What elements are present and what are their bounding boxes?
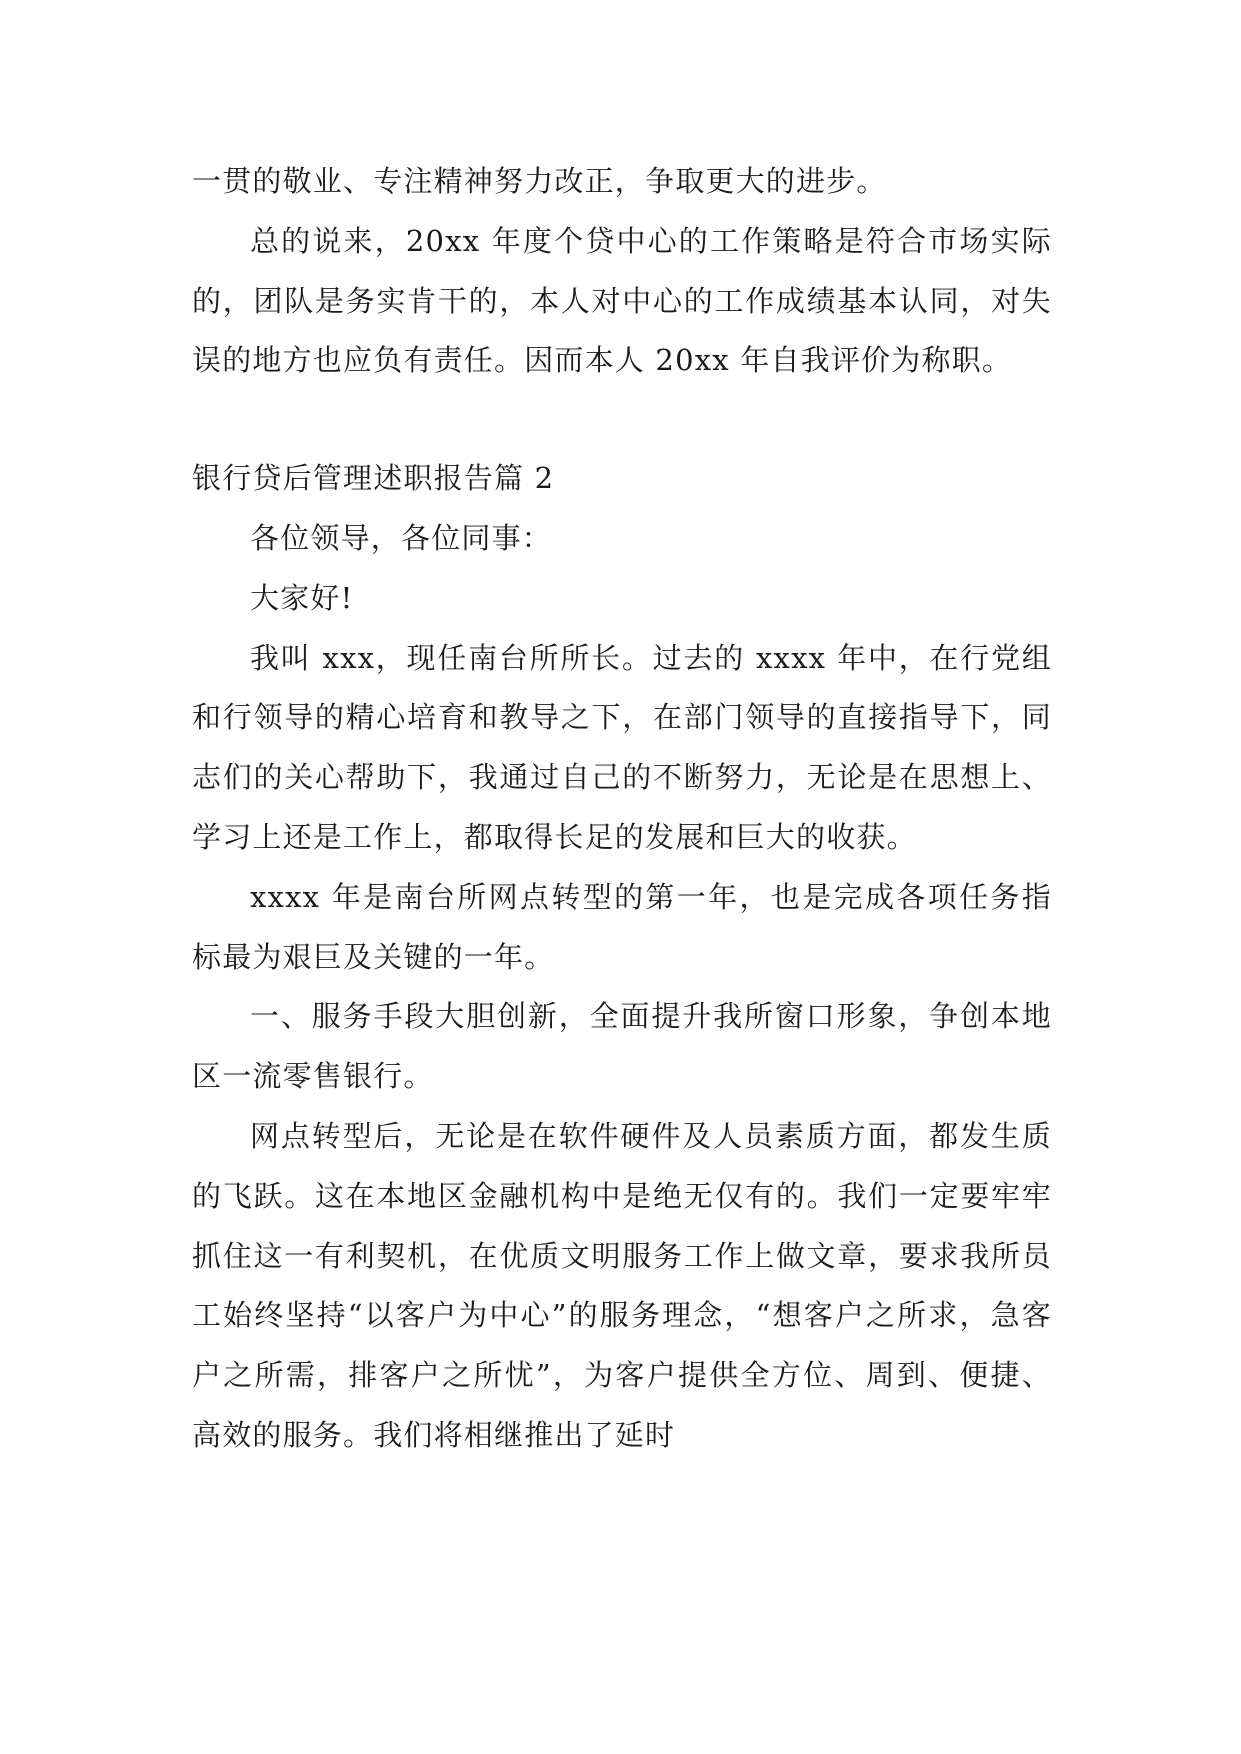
greeting: 大家好! [250, 580, 354, 615]
paragraph-service-details: 网点转型后，无论是在软件硬件及人员素质方面，都发生质的飞跃。这在本地区金融机构中是绝无仅有的。我们一定要牢牢抓住这一有利契机，在优质文明服务工作上做文章，要求我所员工始终坚持“以客户为中心”的服务理念，“想客户之所求，急客户之所需，排客户之所忧”，为客户提供全方位、周到、便捷、高效的服务。我们将相继推出了延时 [192, 1118, 1052, 1452]
paragraph-section-one-heading: 一、服务手段大胆创新，全面提升我所窗口形象，争创本地区一流零售银行。 [192, 999, 1052, 1094]
document-page [192, 152, 1052, 1466]
section-title: 银行贷后管理述职报告篇 2 [192, 461, 555, 496]
paragraph-summary: 总的说来，20xx 年度个贷中心的工作策略是符合市场实际的，团队是务实肯干的，本人对中心的工作成绩基本认同，对失误的地方也应负有责任。因而本人 20xx 年自我评价为称职。 [192, 223, 1052, 378]
paragraph-introduction: 我叫 xxx，现任南台所所长。过去的 xxxx 年中，在行党组和行领导的精心培育和教导之下，在部门领导的直接指导下，同志们的关心帮助下，我通过自己的不断努力，无论是在思想上、学习上还是工作上，都取得长足的发展和巨大的收获。 [192, 640, 1052, 854]
paragraph-continuation: 一贯的敬业、专注精神努力改正，争取更大的进步。 [192, 164, 887, 198]
salutation: 各位领导，各位同事： [250, 520, 553, 555]
paragraph-transformation-year: xxxx 年是南台所网点转型的第一年，也是完成各项任务指标最为艰巨及关键的一年。 [192, 879, 1052, 974]
